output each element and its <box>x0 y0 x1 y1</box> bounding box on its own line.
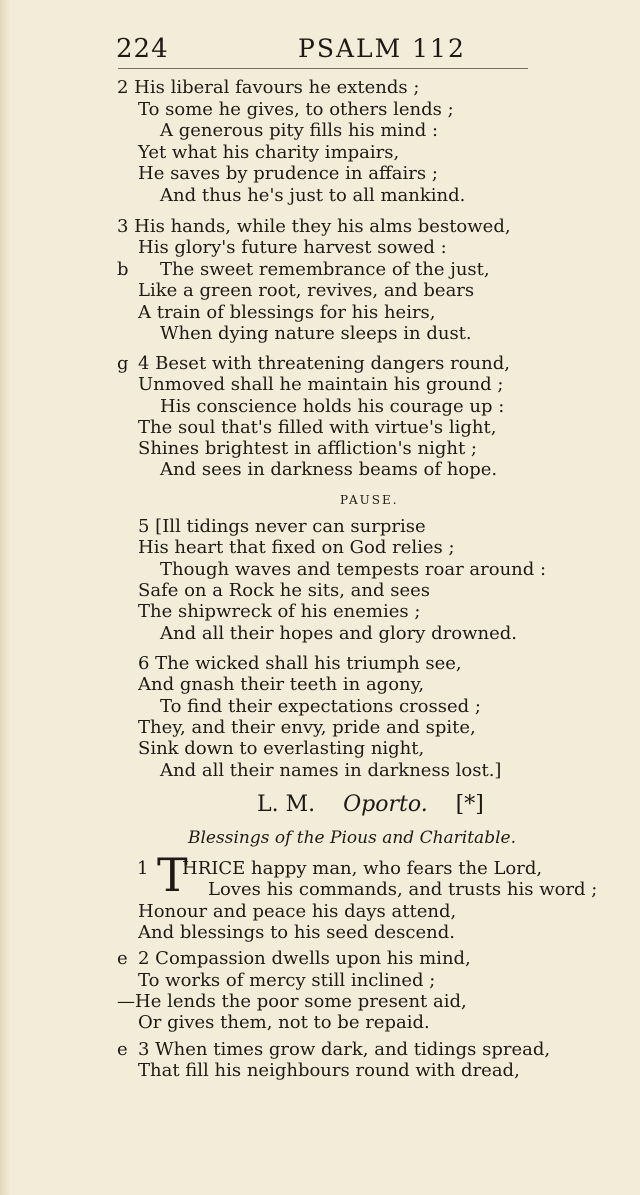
verse-line: 2 Compassion dwells upon his mind, <box>138 948 471 969</box>
stanza-number: 1 <box>137 858 149 879</box>
verse-line: Or gives them, not to be repaid. <box>138 1012 430 1033</box>
drop-cap: T <box>157 848 188 902</box>
page-header <box>116 34 586 66</box>
page-number: 224 <box>116 34 169 64</box>
header-rule <box>118 68 528 69</box>
verse-line: 5 [Ill tidings never can surprise <box>138 516 426 537</box>
verse-line: That fill his neighbours round with dread, <box>138 1060 520 1081</box>
dynamic-mark: e <box>117 1039 128 1060</box>
verse-line: 6 The wicked shall his triumph see, <box>138 653 462 674</box>
verse-line: His conscience holds his courage up : <box>160 396 505 417</box>
verse-line: 3 His hands, while they his alms bestowed, <box>117 216 511 237</box>
hymn-subtitle: Blessings of the Pious and Charitable. <box>188 828 516 848</box>
verse-line: And sees in darkness beams of hope. <box>160 459 498 480</box>
verse-line: And blessings to his seed descend. <box>138 922 455 943</box>
verse-line: Loves his commands, and trusts his word ; <box>208 879 598 900</box>
verse-line: To works of mercy still inclined ; <box>138 970 436 991</box>
verse-line: Though waves and tempests roar around : <box>160 559 547 580</box>
running-title: PSALM 112 <box>298 34 466 63</box>
verse-line: A train of blessings for his heirs, <box>138 302 436 323</box>
verse-line: A generous pity fills his mind : <box>160 120 439 141</box>
verse-line: To some he gives, to others lends ; <box>138 99 454 120</box>
verse-line: Safe on a Rock he sits, and sees <box>138 580 431 601</box>
verse-line: He saves by prudence in affairs ; <box>138 163 438 184</box>
verse-line: And thus he's just to all mankind. <box>160 185 466 206</box>
dynamic-mark: g <box>117 353 129 374</box>
verse-line: The soul that's filled with virtue's light, <box>138 417 497 438</box>
tune-mark: [*] <box>455 792 484 817</box>
verse-line: When dying nature sleeps in dust. <box>160 323 472 344</box>
verse-line: His glory's future harvest sowed : <box>138 237 447 258</box>
verse-line: The shipwreck of his enemies ; <box>138 601 421 622</box>
verse-line: Unmoved shall he maintain his ground ; <box>138 374 504 395</box>
verse-line: Shines brightest in affliction's night ; <box>138 438 477 459</box>
dynamic-mark: e <box>117 948 128 969</box>
page-edge <box>0 0 10 1195</box>
verse-line: They, and their envy, pride and spite, <box>138 717 476 738</box>
verse-line: Sink down to everlasting night, <box>138 738 425 759</box>
verse-line: And all their hopes and glory drowned. <box>160 623 517 644</box>
dynamic-mark: b <box>117 259 129 280</box>
verse-line: 2 His liberal favours he extends ; <box>117 77 420 98</box>
verse-line: His heart that fixed on God relies ; <box>138 537 455 558</box>
verse-line: 4 Beset with threatening dangers round, <box>138 353 510 374</box>
meter-label: L. M. <box>257 792 316 817</box>
verse-line: —He lends the poor some present aid, <box>117 991 467 1012</box>
tune-name: Oporto. <box>343 792 428 817</box>
verse-line: 3 When times grow dark, and tidings spread, <box>138 1039 551 1060</box>
verse-line: Like a green root, revives, and bears <box>138 280 475 301</box>
verse-line: To find their expectations crossed ; <box>160 696 481 717</box>
pause-heading: PAUSE. <box>340 493 399 507</box>
verse-line: Yet what his charity impairs, <box>138 142 400 163</box>
hymn-heading <box>257 792 484 817</box>
verse-line: The sweet remembrance of the just, <box>160 259 490 280</box>
verse-line: And all their names in darkness lost.] <box>160 760 502 781</box>
verse-line: And gnash their teeth in agony, <box>138 674 425 695</box>
verse-line: HRICE happy man, who fears the Lord, <box>182 858 543 879</box>
verse-line: Honour and peace his days attend, <box>138 901 457 922</box>
